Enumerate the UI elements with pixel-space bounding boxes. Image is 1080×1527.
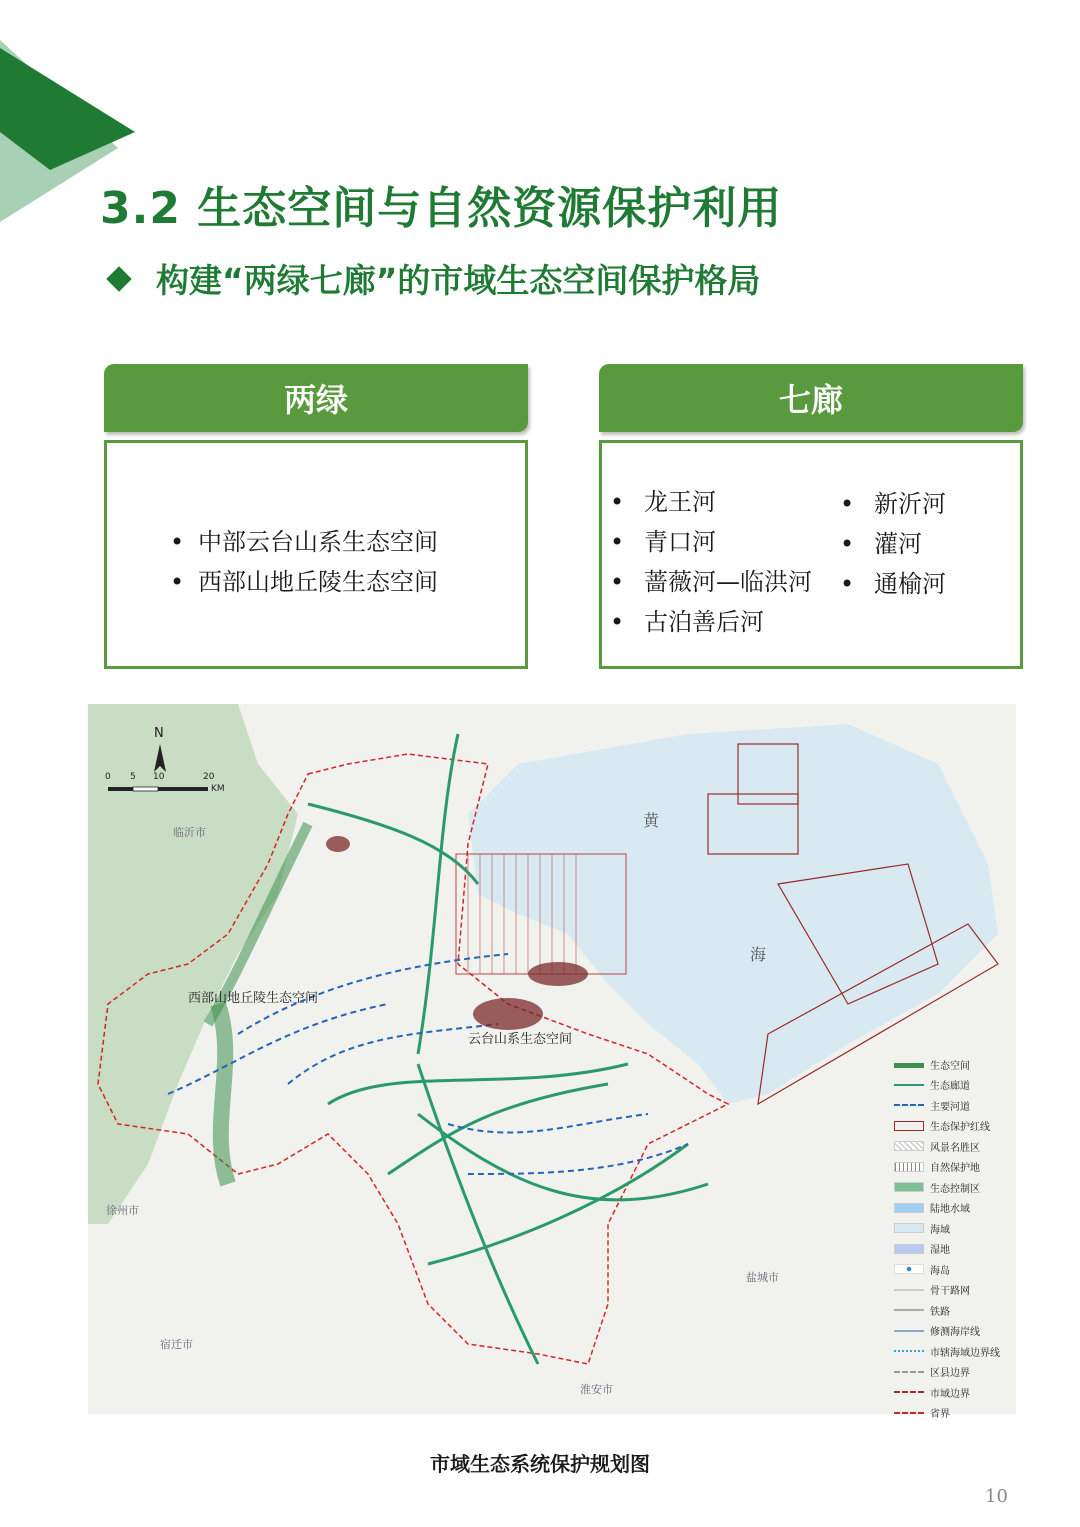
legend-swatch-icon [894,1330,924,1332]
legend-row [894,1177,1012,1198]
legend-row [894,1300,1012,1321]
map-label-city: 盐城市 [746,1271,779,1284]
list-item: • 蔷薇河—临洪河 [610,568,812,596]
map-label-city: 徐州市 [106,1204,139,1217]
legend-row [894,1321,1012,1342]
legend-swatch-icon [894,1223,924,1233]
legend-label: 修测海岸线 [930,1327,980,1339]
map-legend [894,1054,1012,1423]
map-label-huang: 黄 [643,811,660,830]
scale-tick: 5 [130,772,136,782]
legend-swatch-icon [894,1182,924,1192]
legend-swatch-icon [894,1244,924,1254]
legend-row [894,1136,1012,1157]
legend-swatch-icon [894,1309,924,1311]
list-item: • 龙王河 [610,488,716,516]
scale-tick: 20 [203,772,215,782]
page-number: 10 [985,1486,1008,1507]
legend-label: 生态廊道 [930,1081,970,1093]
legend-row [894,1259,1012,1280]
legend-row [894,1382,1012,1403]
scale-tick: 0 [105,772,111,782]
right-box-heading: 七廊 [599,364,1023,432]
legend-swatch-icon [894,1289,924,1291]
legend-swatch-icon [894,1063,924,1068]
legend-label: 风景名胜区 [930,1142,980,1154]
legend-swatch-icon [894,1350,924,1352]
left-box-heading: 两绿 [104,364,528,432]
legend-label: 市域边界 [930,1388,970,1400]
legend-label: 省界 [930,1409,950,1421]
legend-label: 生态保护红线 [930,1122,990,1134]
legend-swatch-icon [894,1104,924,1106]
legend-label: 铁路 [930,1306,950,1318]
figure-caption: 市域生态系统保护规划图 [430,1452,650,1476]
list-item: • 新沂河 [840,490,946,518]
legend-swatch-icon [894,1121,924,1131]
legend-swatch-icon [894,1203,924,1213]
section-subtitle [110,255,760,302]
map-label-west: 西部山地丘陵生态空间 [188,991,319,1006]
list-item: • 西部山地丘陵生态空间 [170,568,438,596]
legend-label: 主要河道 [930,1101,970,1113]
list-item: • 通榆河 [840,570,946,598]
legend-row [894,1239,1012,1260]
legend-label: 湿地 [930,1245,950,1257]
ecological-map [88,704,1016,1421]
map-label-central: 云台山系生态空间 [468,1032,573,1047]
scale-unit: KM [211,784,225,794]
map-label-city: 临沂市 [173,826,206,839]
legend-row [894,1157,1012,1178]
legend-row [894,1116,1012,1137]
legend-label: 生态空间 [930,1060,970,1072]
legend-label: 区县边界 [930,1368,970,1380]
map-label-city: 宿迁市 [160,1338,193,1351]
legend-label: 自然保护地 [930,1163,980,1175]
legend-label: 陆地水域 [930,1204,970,1216]
legend-row [894,1095,1012,1116]
legend-row [894,1280,1012,1301]
legend-label: 市辖海域边界线 [930,1347,1000,1359]
diamond-bullet-icon [106,266,131,291]
legend-swatch-icon [894,1141,924,1151]
subtitle-text: 构建“两绿七廊”的市域生态空间保护格局 [156,261,761,300]
legend-swatch-icon [894,1371,924,1373]
list-item: • 古泊善后河 [610,608,764,636]
legend-label: 骨干路网 [930,1286,970,1298]
north-label: N [154,726,164,741]
legend-swatch-icon [894,1264,924,1274]
list-item: • 灌河 [840,530,922,558]
legend-swatch-icon [894,1391,924,1393]
map-label-city: 淮安市 [580,1383,613,1396]
legend-swatch-icon [894,1162,924,1172]
legend-label: 海岛 [930,1265,950,1277]
page-title: 3.2 生态空间与自然资源保护利用 [100,183,783,234]
list-item: • 青口河 [610,528,716,556]
legend-swatch-icon [894,1412,924,1414]
scale-tick: 10 [153,772,165,782]
legend-row [894,1403,1012,1424]
legend-row [894,1198,1012,1219]
legend-label: 生态控制区 [930,1183,980,1195]
legend-row [894,1341,1012,1362]
map-label-hai: 海 [750,945,767,964]
legend-row [894,1054,1012,1075]
legend-row [894,1075,1012,1096]
legend-row [894,1218,1012,1239]
legend-swatch-icon [894,1084,924,1086]
map-graphic [88,704,1016,1414]
legend-row [894,1362,1012,1383]
list-item: • 中部云台山系生态空间 [170,528,438,556]
legend-label: 海域 [930,1224,950,1236]
